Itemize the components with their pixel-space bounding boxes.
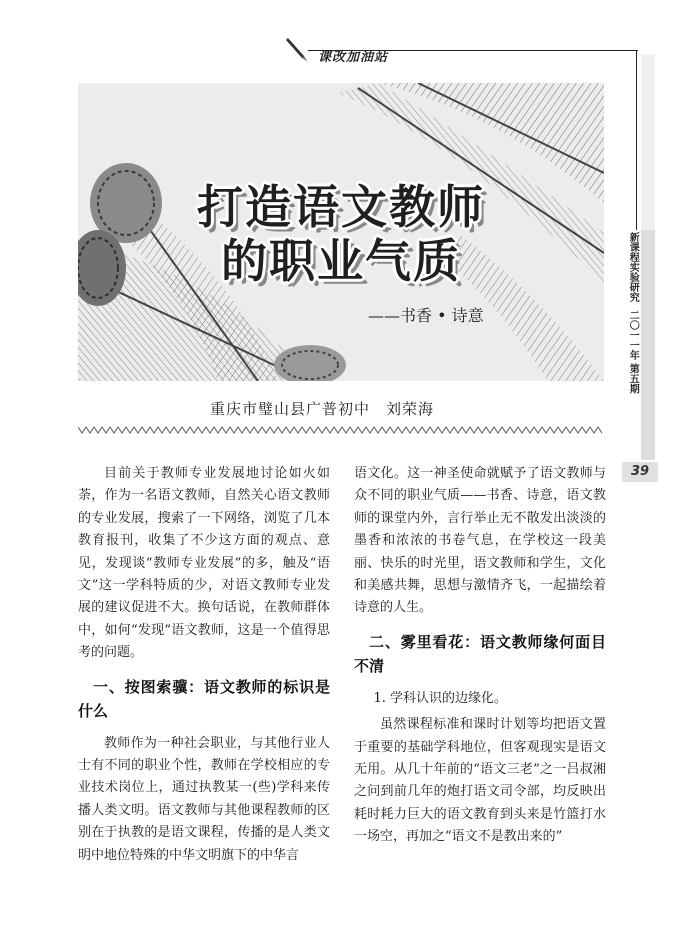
pen-icon (282, 34, 312, 64)
journal-name: 新课程实验研究 (627, 232, 639, 302)
article-title-line-2: 的职业气质 (221, 234, 461, 288)
paragraph: 虽然课程标准和课时计划等均把语文置于重要的基础学科地位，但客观现实是语文无用。从几十年前的“语文三老”之一吕叔湘之问到前几年的炮打语文司令部，均反映出耗时耗力巨大的语文教育到头来是竹篮打水一场空，再加之“语文不是教出来的” (354, 717, 606, 845)
column-label: 课改加油站 (318, 50, 389, 65)
wavy-divider (78, 424, 604, 436)
section-heading-2: 二、雾里看花：语文教师缘何面目不清 (354, 632, 606, 675)
paragraph: 教师作为一种社会职业，与其他行业人士有不同的职业个性，教师在学校相应的专业技术岗位上，通过执教某一(些)学科来传播人类文明。语文教师与其他课程教师的区别在于执教的是语文课程，传播的是人类文明中地位特殊的中华文明旗下的中华言 (78, 735, 330, 863)
section-heading-1: 一、按图索骥：语文教师的标识是什么 (78, 677, 330, 720)
paragraph: 语文化。这一神圣使命就赋予了语文教师与众不同的职业气质——书香、诗意，语文教师的课堂内外，言行举止无不散发出淡淡的墨香和浓浓的书卷气息，在学校这一段美丽、快乐的时光里，语文教师和学生，文化和美感共舞，思想与激情齐飞，一起描绘着诗意的人生。 (354, 466, 606, 616)
left-column (78, 463, 330, 867)
side-tab (641, 230, 655, 460)
article-title-line-1: 打造语文教师 (197, 180, 485, 234)
paragraph: 目前关于教师专业发展地讨论如火如荼，作为一名语文教师，自然关心语文教师的专业发展，搜索了一下网络，浏览了几本教育报刊，收集了不少这方面的观点、意见，发现谈“教师专业发展”的多，触及“语文”这一学科特质的少，对语文教师专业发展的建议促进不大。换句话说，在教师群体中，如何“发现”语文教师，这是一个值得思考的问题。 (78, 466, 330, 661)
header-rule-vertical (636, 50, 637, 230)
issue-label: 二〇一一年 第五期 (627, 310, 639, 394)
article-subtitle: ——书香 • 诗意 (368, 306, 484, 325)
hero-image (78, 83, 604, 381)
page-number: 39 (622, 462, 658, 482)
right-column (354, 463, 606, 849)
subsection-heading: 1. 学科认识的边缘化。 (373, 690, 508, 706)
journal-sidebar (622, 232, 642, 393)
author-line: 重庆市璧山县广普初中 刘荣海 (210, 400, 435, 418)
side-tab-top (641, 54, 655, 230)
